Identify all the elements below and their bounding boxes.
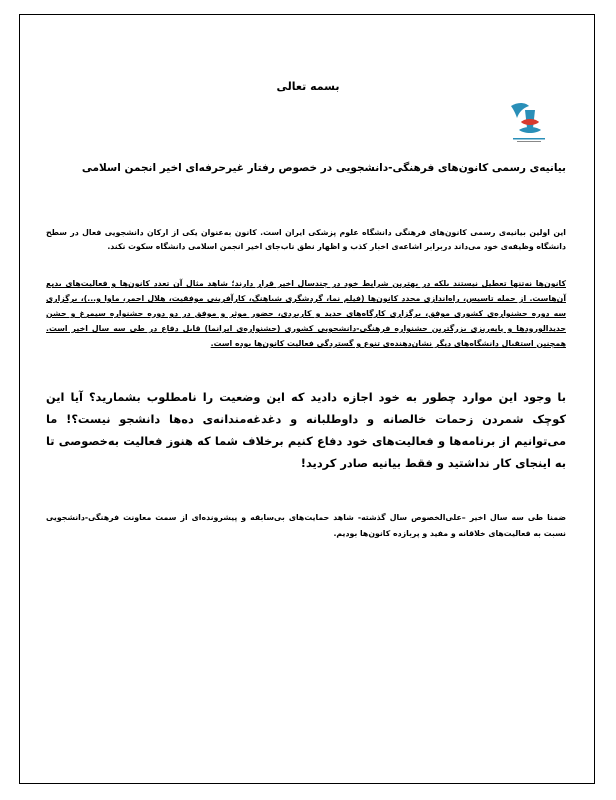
- paragraph-support: ضمنا طی سه سال اخیر –علی‌الخصوص سال گذشته- شاهد حمایت‌های بی‌سابقه و پیشرونده‌ای از سمت معاونت فرهنگی-دانشجویی نسبت به فعالیت‌های خلاقانه و مفید و پربازده کانون‌ها بودیم.: [46, 513, 566, 538]
- statement-title: بیانیه‌ی رسمی کانون‌های فرهنگی-دانشجویی در خصوص رفتار غیرحرفه‌ای اخیر انجمن اسلامی: [81, 162, 566, 174]
- university-logo-icon: [505, 100, 553, 146]
- basmala-heading: بسمه تعالی: [276, 80, 340, 93]
- paragraph-achievements: کانون‌ها نه‌تنها تعطیل نیستند بلکه در بهترین شرایط خود در چندسال اخیر قرار دارند؛ شاهد مثال آن تعدد کانون‌ها و فعالیت‌های بدیع آن‌هاست. از جمله تاسیس، راه‌اندازی مجدد کانون‌ها (فیلم نما، گردشگری شباهنگ، کارآفرینی موفقیت، هلال احمر، ماوا و...)، برگزاری سه دوره جشنواره‌ی کشوری موفق، برگزاری کارگاه‌های جدید و کاربردی، حضور موثر و موفق در دو دوره جشنواره سیمرغ و جشن جدیدالورودها و پایه‌ریزی بزرگترین جشنواره فرهنگی-دانشجویی کشوری (جشنواره‌ی ایرانما) قابل دفاع در طی سه سال اخیر است. همچنین استقبال دانشگاه‌های دیگر نشان‌دهنده‌ی تنوع و گستردگی فعالیت کانون‌ها بوده است.: [46, 279, 566, 348]
- paragraph-questions: با وجود این موارد چطور به خود اجازه دادید که این وضعیت را نامطلوب بشمارید؟ آیا این کوچک شمردن زحمات خالصانه و داوطلبانه و دغدغه‌مندانه‌ی ده‌ها دانشجو نیست؟! ما می‌توانیم از برنامه‌ها و فعالیت‌های خود دفاع کنیم برخلاف شما که هنوز فعالیت به‌خصوصی تا به اینجای کار نداشتید و فقط بیانیه صادر کردید!: [46, 390, 566, 470]
- paragraph-intro: این اولین بیانیه‌ی رسمی کانون‌های فرهنگی دانشگاه علوم پزشکی ایران است. کانون به‌عنوان یکی از ارکان دانشجویی فعال در سطح دانشگاه وظیفه‌ی خود می‌داند دربرابر اشاعه‌ی اخبار کذب و اظهار نطق ناب‌جای اخیر انجمن اسلامی دانشگاه سکوت نکند.: [46, 228, 566, 251]
